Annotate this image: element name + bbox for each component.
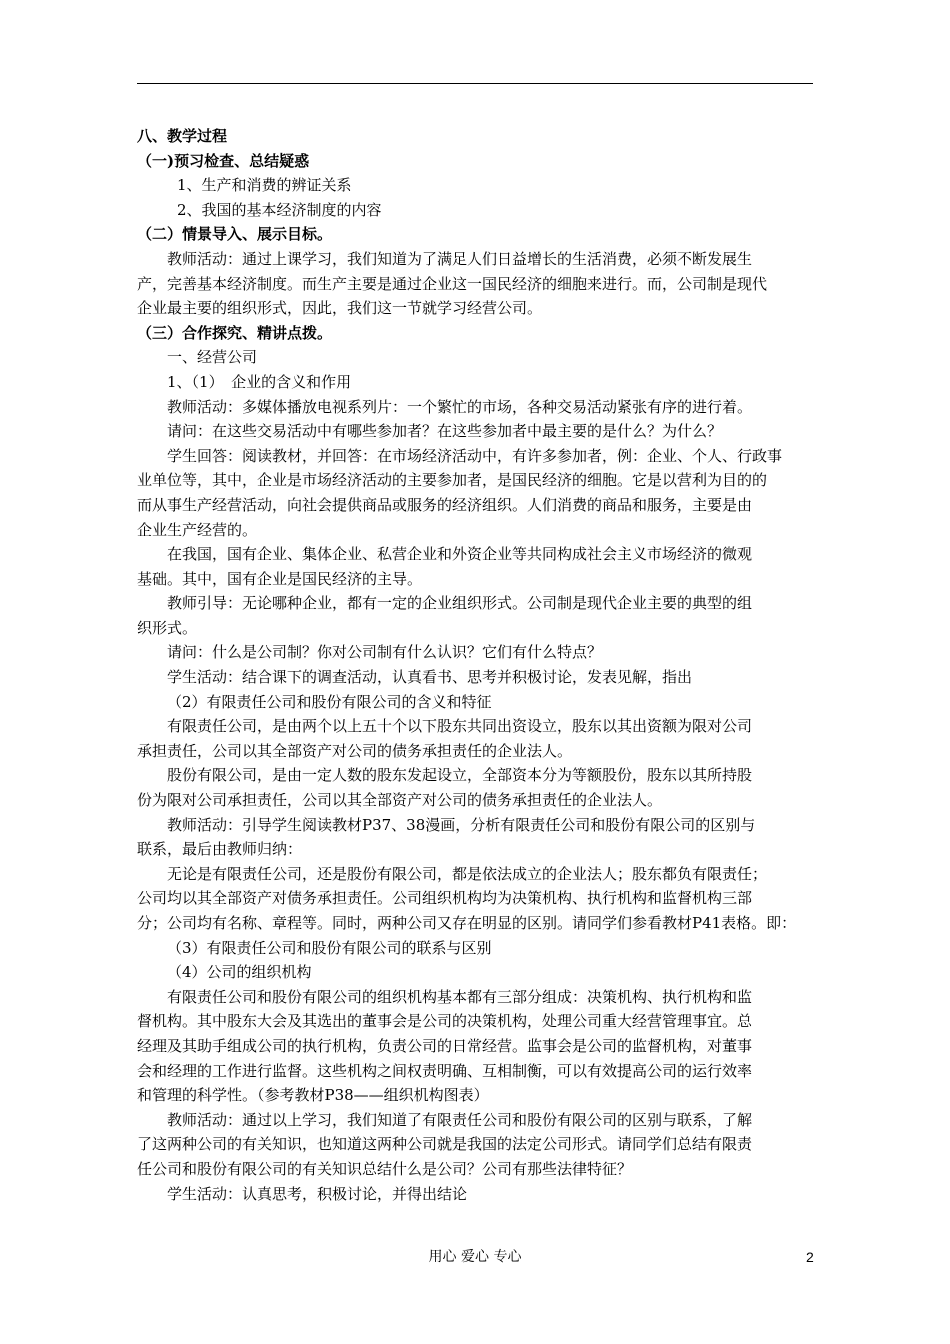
text-line: 无论是有限责任公司，还是股份有限公司，都是依法成立的企业法人；股东都负有限责任；	[167, 864, 768, 883]
text-line: 而从事生产经营活动，向社会提供商品或服务的经济组织。人们消费的商品和服务，主要是由	[137, 495, 753, 514]
text-line: 和管理的科学性。（参考教材P38——组织机构图表）	[137, 1086, 489, 1105]
text-line: 请问：什么是公司制？你对公司制有什么认识？它们有什么特点？	[167, 643, 603, 662]
text-line: 教师活动：引导学生阅读教材P37、38漫画，分析有限责任公司和股份有限公司的区别与	[167, 815, 756, 834]
text-line: 产，完善基本经济制度。而生产主要是通过企业这一国民经济的细胞来进行。而，公司制是现代	[137, 274, 768, 293]
text-line: 教师引导：无论哪种企业，都有一定的企业组织形式。公司制是现代企业主要的典型的组	[167, 594, 753, 613]
text-line: 会和经理的工作进行监督。这些机构之间权责明确、互相制衡，可以有效提高公司的运行效率	[137, 1061, 753, 1080]
header-rule	[137, 83, 813, 84]
text-line: 任公司和股份有限公司的有关知识总结什么是公司？公司有那些法律特征？	[137, 1159, 633, 1178]
text-line: 督机构。其中股东大会及其选出的董事会是公司的决策机构，处理公司重大经营管理事宜。总	[137, 1012, 753, 1031]
text-line: 分；公司均有名称、章程等。同时，两种公司又存在明显的区别。请同学们参看教材P41表格。即：	[137, 914, 797, 932]
text-line: 公司均以其全部资产对债务承担责任。公司组织机构均为决策机构、执行机构和监督机构三部	[137, 889, 753, 908]
text-line: 承担责任，公司以其全部资产对公司的债务承担责任的企业法人。	[137, 741, 573, 760]
text-line: 企业最主要的组织形式，因此，我们这一节就学习经营公司。	[137, 299, 543, 318]
text-line: 织形式。	[137, 618, 198, 637]
text-line: 有限责任公司，是由两个以上五十个以下股东共同出资设立，股东以其出资额为限对公司	[167, 717, 753, 736]
footer-text: 用心 爱心 专心	[428, 1249, 522, 1265]
text-line: 联系，最后由教师归纳：	[137, 840, 303, 859]
text-line: 1、生产和消费的辨证关系	[177, 176, 352, 195]
document-body	[137, 124, 817, 1206]
text-line: 教师活动：多媒体播放电视系列片：一个繁忙的市场，各种交易活动紧张有序的进行着。	[167, 397, 753, 416]
text-line: 业单位等，其中，企业是市场经济活动的主要参加者，是国民经济的细胞。它是以营利为目的的	[137, 471, 768, 490]
text-line: 经理及其助手组成公司的执行机构，负责公司的日常经营。监事会是公司的监督机构，对董事	[137, 1036, 753, 1055]
text-line: 教师活动：通过上课学习，我们知道为了满足人们日益增长的生活消费，必须不断发展生	[167, 249, 753, 268]
section-heading: （二）情景导入、展示目标。	[137, 225, 333, 244]
text-line: 2、我国的基本经济制度的内容	[177, 200, 382, 219]
text-line: 企业生产经营的。	[137, 520, 258, 539]
text-line: （2）有限责任公司和股份有限公司的含义和特征	[167, 692, 492, 711]
text-line: 请问：在这些交易活动中有哪些参加者？在这些参加者中最主要的是什么？为什么？	[167, 422, 723, 441]
text-line: （4）公司的组织机构	[167, 963, 312, 982]
text-line: 一、经营公司	[167, 348, 258, 367]
page-number: 2	[806, 1249, 814, 1265]
text-line: 有限责任公司和股份有限公司的组织机构基本都有三部分组成：决策机构、执行机构和监	[167, 987, 753, 1006]
text-line: 基础。其中，国有企业是国民经济的主导。	[137, 569, 423, 588]
text-line: 学生活动：结合课下的调查活动，认真看书、思考并积极讨论，发表见解，指出	[167, 668, 693, 687]
section-heading: （一)预习检查、总结疑惑	[137, 151, 310, 170]
text-line: 在我国，国有企业、集体企业、私营企业和外资企业等共同构成社会主义市场经济的微观	[167, 545, 753, 564]
text-line: 了这两种公司的有关知识，也知道这两种公司就是我国的法定公司形式。请同学们总结有限责	[137, 1135, 753, 1154]
text-line: （3）有限责任公司和股份有限公司的联系与区别	[167, 938, 492, 957]
section-heading: （三）合作探究、精讲点拨。	[137, 323, 333, 342]
section-heading: 八、教学过程	[137, 127, 228, 145]
text-line: 1、（1） 企业的含义和作用	[167, 372, 352, 391]
text-line: 股份有限公司，是由一定人数的股东发起设立，全部资本分为等额股份，股东以其所持股	[167, 766, 753, 785]
text-line: 教师活动：通过以上学习，我们知道了有限责任公司和股份有限公司的区别与联系，了解	[167, 1110, 753, 1129]
text-line: 学生活动：认真思考，积极讨论，并得出结论	[167, 1184, 468, 1203]
text-line: 学生回答：阅读教材，并回答：在市场经济活动中，有许多参加者，例：企业、个人、行政事	[167, 446, 783, 465]
text-line: 份为限对公司承担责任，公司以其全部资产对公司的债务承担责任的企业法人。	[137, 791, 663, 810]
